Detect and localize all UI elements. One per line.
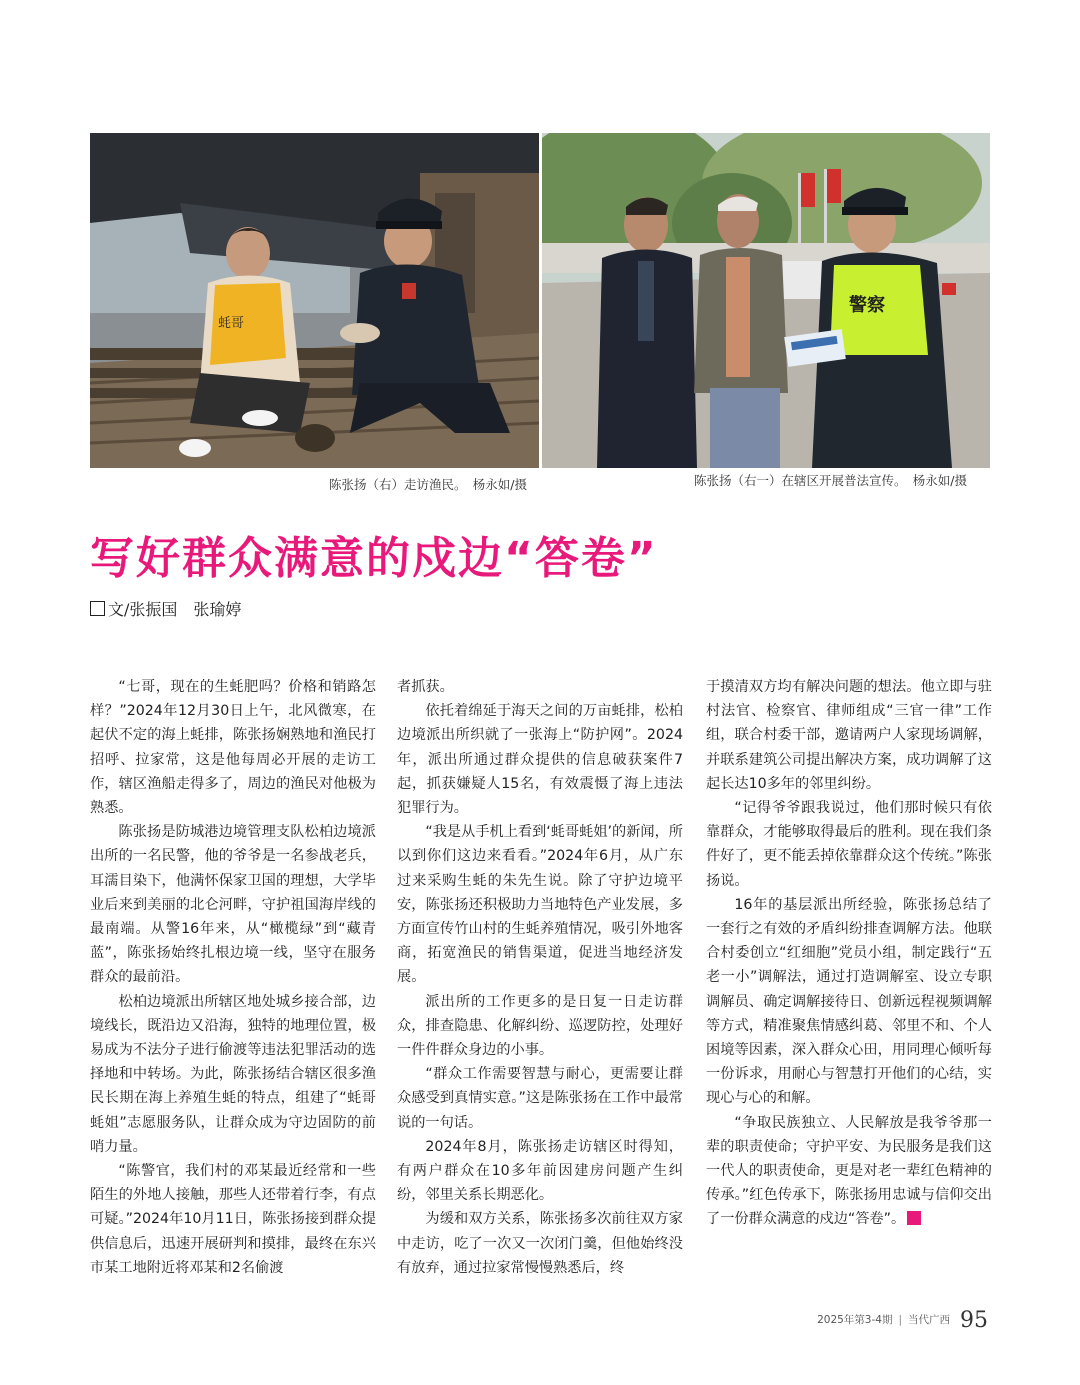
byline	[90, 597, 241, 620]
body-column-1	[90, 675, 376, 1280]
body-paragraph: “群众工作需要智慧与耐心，更需要让群众感受到真情实意。”这是陈张扬在工作中最常说的一句话。	[397, 1066, 683, 1131]
body-column-3	[706, 675, 992, 1232]
page-number: 95	[960, 1308, 988, 1333]
body-paragraph: 2024年8月，陈张扬走访辖区时得知，有两户群众在10多年前因建房问题产生纠纷，邻里关系长期恶化。	[397, 1138, 683, 1204]
body-paragraph: 派出所的工作更多的是日复一日走访群众，排查隐患、化解纠纷、巡逻防控，处理好一件件群众身边的小事。	[397, 993, 683, 1059]
body-paragraph: 为缓和双方关系，陈张扬多次前往双方家中走访，吃了一次又一次闭门羹，但他始终没有放弃，通过拉家常慢慢熟悉后，终	[397, 1211, 683, 1276]
body-paragraph: “七哥，现在的生蚝肥吗？价格和销路怎样？”2024年12月30日上午，北风微寒，在起伏不定的海上蚝排，陈张扬娴熟地和渔民打招呼、拉家常，这是他每周必开展的走访工作，辖区渔船走得多了，周边的渔民对他极为熟悉。	[90, 679, 376, 817]
body-paragraph: 者抓获。	[397, 679, 454, 695]
body-column-2	[397, 675, 683, 1280]
vest-text: 蚝哥	[218, 316, 245, 331]
photo-legal-awareness-campaign	[542, 133, 990, 468]
body-paragraph: “我是从手机上看到‘蚝哥蚝姐’的新闻，所以到你们这边来看看。”2024年6月，从广东过来采购生蚝的朱先生说。除了守护边境平安，陈张扬还积极助力当地特色产业发展，多方面宣传竹山村的生蚝养殖情况，吸引外地客商，拓宽渔民的销售渠道，促进当地经济发展。	[397, 824, 683, 986]
issue-label: 2025年第3-4期	[817, 1314, 893, 1326]
body-paragraph: 于摸清双方均有解决问题的想法。他立即与驻村法官、检察官、律师组成“三官一律”工作组，联合村委干部，邀请两户人家现场调解，并联系建筑公司提出解决方案，成功调解了这起长达10多年的邻里纠纷。	[706, 679, 992, 792]
byline-text: 文/张振国 张瑜婷	[108, 600, 242, 619]
end-mark-icon	[907, 1211, 921, 1225]
body-paragraph: 松柏边境派出所辖区地处城乡接合部，边境线长，既沿边又沿海，独特的地理位置，极易成为不法分子进行偷渡等违法犯罪活动的选择地和中转场。为此，陈张扬结合辖区很多渔民长期在海上养殖生蚝的特点，组建了“蚝哥蚝姐”志愿服务队，让群众成为守边固防的前哨力量。	[90, 993, 376, 1155]
body-paragraph: 16年的基层派出所经验，陈张扬总结了一套行之有效的矛盾纠纷排查调解方法。他联合村委创立“红细胞”党员小组，制定践行“五老一小”调解法，通过打造调解室、设立专职调解员、确定调解接待日、创新远程视频调解等方式，精准聚焦情感纠葛、邻里不和、个人困境等因素，深入群众心田，用同理心倾听每一份诉求，用耐心与智慧打开他们的心结，实现心与心的和解。	[706, 896, 992, 1107]
page-footer: 2025年第3-4期 | 当代广西 95	[817, 1308, 988, 1333]
body-paragraph: 依托着绵延于海天之间的万亩蚝排，松柏边境派出所织就了一张海上“防护网”。2024年，派出所通过群众提供的信息破获案件7起，抓获嫌疑人15名，有效震慑了海上违法犯罪行为。	[397, 703, 683, 817]
photo-officer-visiting-fisherman	[90, 133, 539, 468]
vest-text: 警察	[849, 295, 885, 316]
article-title: 写好群众满意的戍边“答卷”	[90, 533, 658, 584]
body-paragraph: “争取民族独立、人民解放是我爷爷那一辈的职责使命；守护平安、为民服务是我们这一代人的职责使命，更是对老一辈红色精神的传承。”红色传承下，陈张扬用忠诚与信仰交出了一份群众满意的戍边“答卷”。	[706, 1114, 992, 1228]
photo-caption-2: 陈张扬（右一）在辖区开展普法宣传。 杨永如/摄	[694, 473, 967, 488]
body-paragraph: “陈警官，我们村的邓某最近经常和一些陌生的外地人接触，那些人还带着行李，有点可疑。”2024年10月11日，陈张扬接到群众提供信息后，迅速开展研判和摸排，最终在东兴市某工地附近将邓某和2名偷渡	[90, 1163, 376, 1276]
photo-caption-1: 陈张扬（右）走访渔民。 杨永如/摄	[329, 477, 527, 492]
byline-box-icon	[90, 601, 105, 616]
magazine-name: 当代广西	[908, 1314, 950, 1326]
body-paragraph: “记得爷爷跟我说过，他们那时候只有依靠群众，才能够取得最后的胜利。现在我们条件好了，更不能丢掉依靠群众这个传统。”陈张扬说。	[706, 800, 992, 889]
body-paragraph: 陈张扬是防城港边境管理支队松柏边境派出所的一名民警，他的爷爷是一名参战老兵，耳濡目染下，他满怀保家卫国的理想，大学毕业后来到美丽的北仑河畔，守护祖国海岸线的最南端。从警16年来，从“橄榄绿”到“藏青蓝”，陈张扬始终扎根边境一线，坚守在服务群众的最前沿。	[90, 824, 376, 986]
